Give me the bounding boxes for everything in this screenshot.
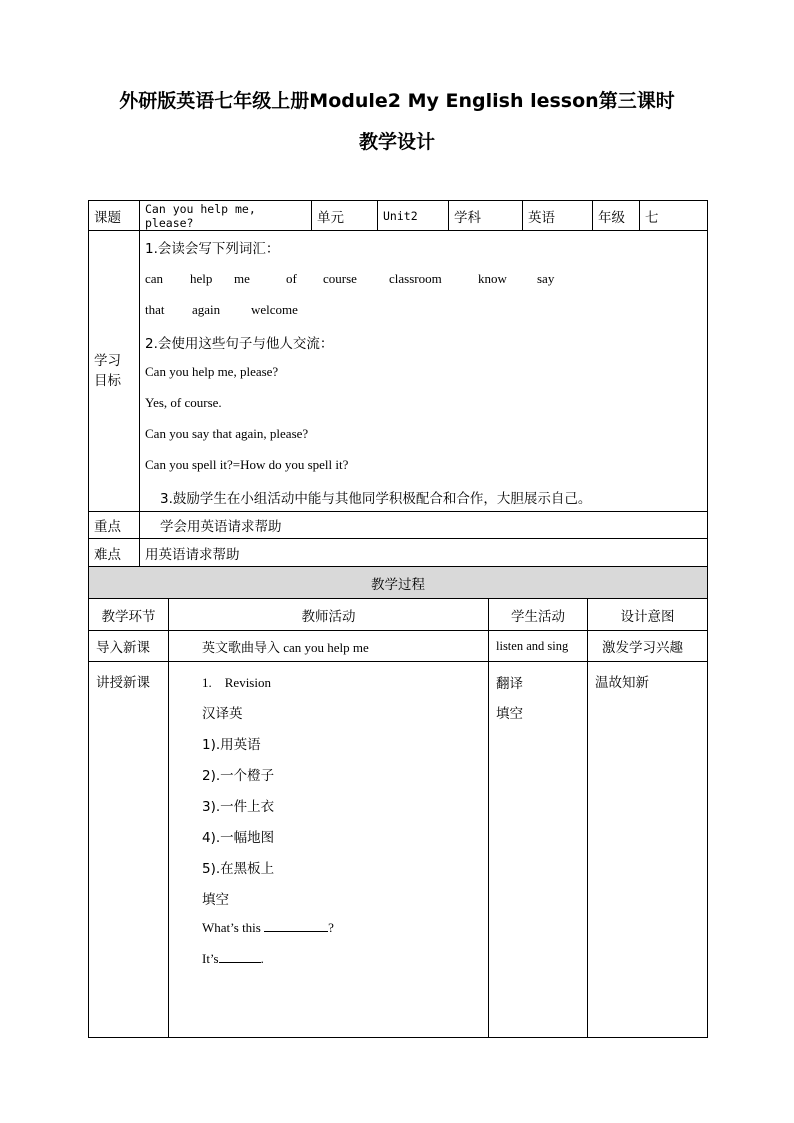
intro-stage: 导入新课	[89, 631, 169, 662]
revision-heading: 1. Revision	[202, 675, 271, 690]
fill-blank-1-prefix: What’s this	[202, 920, 265, 935]
difficulty-value: 用英语请求帮助	[140, 539, 708, 567]
student-fill: 填空	[496, 706, 523, 722]
intro-purpose: 激发学习兴趣	[588, 631, 708, 662]
topic-label: 课题	[89, 201, 140, 231]
vocab-can: can	[145, 271, 164, 286]
key-point-value: 学会用英语请求帮助	[140, 512, 708, 539]
header-row	[89, 201, 708, 231]
fill-blank-heading: 填空	[202, 892, 229, 908]
difficulty-label: 难点	[89, 539, 140, 567]
new-lesson-purpose: 温故知新	[588, 662, 708, 1038]
document-subtitle: 教学设计	[358, 131, 435, 153]
new-lesson-teacher-activity	[169, 662, 489, 1038]
intro-student-activity: listen and sing	[489, 631, 588, 662]
process-section-title: 教学过程	[89, 567, 708, 599]
objectives-label	[89, 231, 140, 512]
fill-blank-2-line	[219, 950, 261, 963]
sentence-3: Can you say that again, please?	[145, 426, 309, 441]
fill-blank-1-line	[264, 919, 328, 932]
intro-teacher-activity	[169, 631, 489, 662]
unit-label: 单元	[312, 201, 378, 231]
translate-item-2: 2).一个橙子	[202, 768, 275, 784]
translate-item-3: 3).一件上衣	[202, 799, 275, 815]
vocab-of: of	[286, 271, 297, 286]
intro-teacher-text: 英文歌曲导入 can you help me	[202, 639, 369, 655]
fill-blank-1-suffix: ?	[328, 920, 334, 935]
grade-value: 七	[640, 201, 708, 231]
lesson-info-table	[88, 200, 708, 567]
translate-item-5: 5).在黑板上	[202, 861, 275, 877]
new-lesson-row	[89, 662, 708, 1038]
vocab-know: know	[478, 271, 507, 286]
sentence-4: Can you spell it?=How do you spell it?	[145, 457, 349, 472]
new-lesson-stage: 讲授新课	[89, 662, 169, 1038]
col-header-student: 学生活动	[489, 599, 588, 631]
vocab-course: course	[323, 271, 357, 286]
vocab-help: help	[190, 271, 213, 286]
vocab-me: me	[234, 271, 250, 286]
objective-3: 3.鼓励学生在小组活动中能与其他同学积极配合和合作，大胆展示自己。	[160, 491, 592, 507]
unit-value: Unit2	[378, 201, 449, 231]
key-point-row	[89, 512, 708, 539]
new-lesson-student-activity	[489, 662, 588, 1038]
translate-item-4: 4).一幅地图	[202, 830, 275, 846]
fill-blank-1	[202, 919, 334, 936]
sentence-2: Yes, of course.	[145, 395, 222, 410]
fill-blank-2	[202, 950, 264, 967]
vocab-classroom: classroom	[389, 271, 442, 286]
key-point-label: 重点	[89, 512, 140, 539]
objective-2: 2.会使用这些句子与他人交流：	[145, 336, 334, 352]
sentence-1: Can you help me, please?	[145, 364, 279, 379]
col-header-purpose: 设计意图	[588, 599, 708, 631]
document-title: 外研版英语七年级上册Module2 My English lesson第三课时	[119, 90, 675, 112]
difficulty-row	[89, 539, 708, 567]
grade-label: 年级	[593, 201, 640, 231]
col-header-stage: 教学环节	[89, 599, 169, 631]
fill-blank-2-suffix: .	[260, 951, 264, 966]
fill-blank-2-prefix: It’s	[202, 951, 219, 966]
objectives-row	[89, 231, 708, 512]
objectives-content	[140, 231, 707, 511]
vocab-welcome: welcome	[251, 302, 298, 317]
teaching-process-table	[88, 566, 708, 1038]
objectives-label-text: 学习目标	[94, 353, 121, 389]
vocab-say: say	[537, 271, 555, 286]
objective-1: 1.会读会写下列词汇：	[145, 241, 280, 257]
translate-item-1: 1).用英语	[202, 737, 261, 753]
subject-value: 英语	[523, 201, 593, 231]
process-title-row	[89, 567, 708, 599]
translate-heading: 汉译英	[202, 706, 243, 722]
col-header-teacher: 教师活动	[169, 599, 489, 631]
vocab-again: again	[192, 302, 221, 317]
process-header-row	[89, 599, 708, 631]
student-translate: 翻译	[496, 676, 523, 692]
intro-row	[89, 631, 708, 662]
vocab-that: that	[145, 302, 165, 317]
topic-value: Can you help me, please?	[140, 201, 312, 231]
subject-label: 学科	[449, 201, 523, 231]
